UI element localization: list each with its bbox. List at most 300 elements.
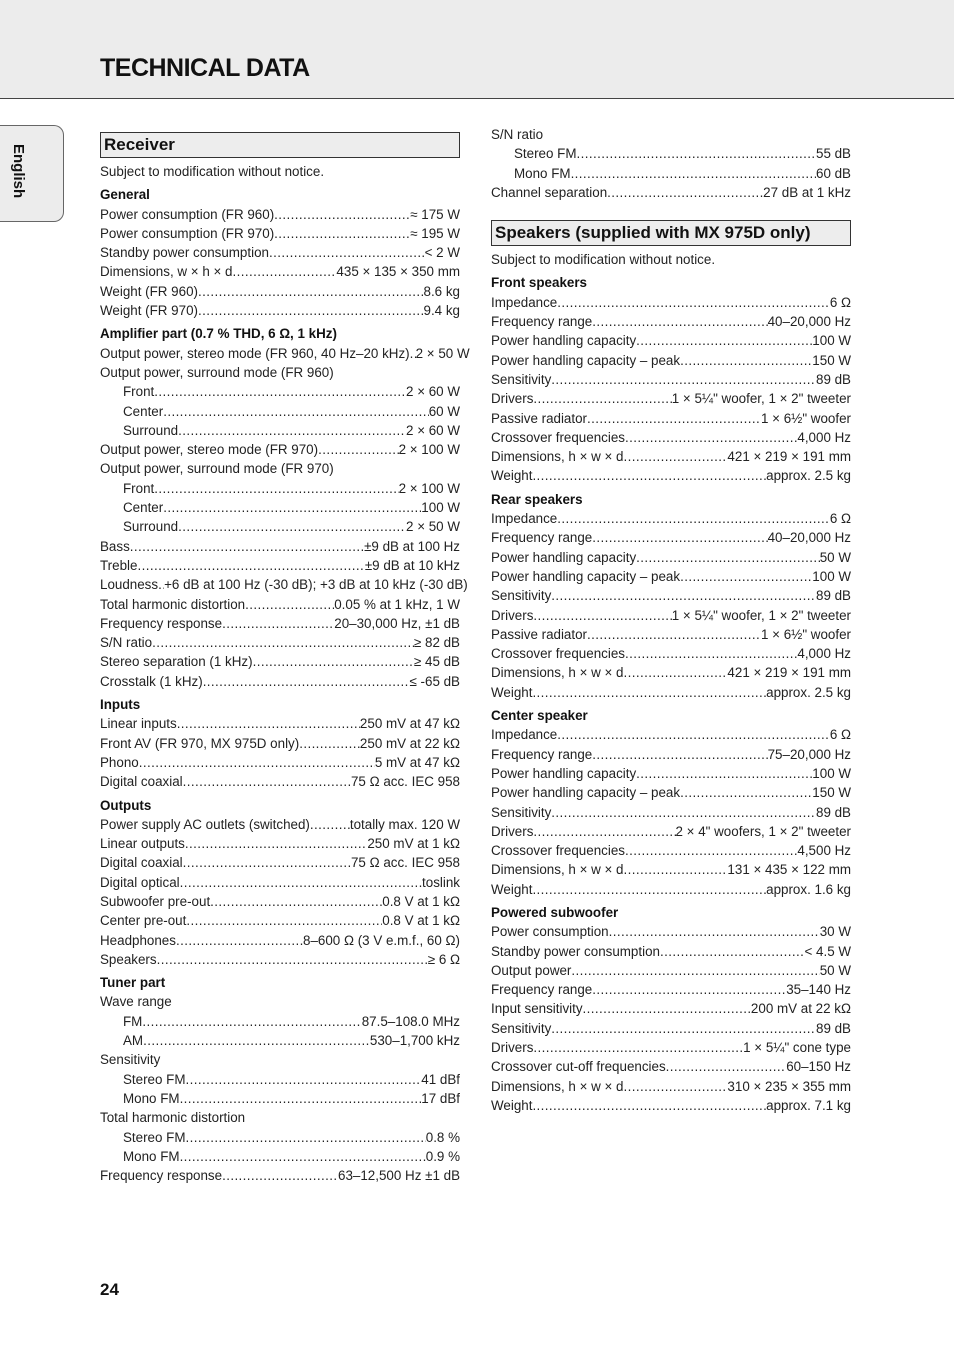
spec-label: Crossover cut-off frequencies xyxy=(491,1059,666,1075)
spec-row xyxy=(491,644,851,663)
dot-leader xyxy=(180,1089,422,1108)
spec-label: Drivers xyxy=(491,391,534,407)
dot-leader xyxy=(130,537,364,556)
inputs-heading: Inputs xyxy=(100,697,141,713)
spec-label: Passive radiator xyxy=(491,626,588,642)
dot-leader xyxy=(592,528,767,547)
spec-label: Impedance xyxy=(491,727,558,743)
spec-value: 50 W xyxy=(819,549,851,565)
spec-label: Digital coaxial xyxy=(100,855,183,871)
spec-label: Impedance xyxy=(491,511,558,527)
spec-label: Impedance xyxy=(491,294,558,310)
spec-value: 2 × 100 W xyxy=(398,442,460,458)
dot-leader xyxy=(551,586,816,605)
spec-row xyxy=(100,853,460,872)
spec-subheading: Output power, surround mode (FR 970) xyxy=(100,461,334,477)
spec-value: 4,000 Hz xyxy=(797,429,851,445)
spec-row xyxy=(491,164,851,183)
spec-row xyxy=(491,606,851,625)
inputs-list xyxy=(100,714,460,791)
spec-value: 2 × 60 W xyxy=(406,384,460,400)
spec-label: Total harmonic distortion xyxy=(100,596,246,612)
spec-label: Power handling capacity xyxy=(491,333,637,349)
spec-row xyxy=(100,224,460,243)
dot-leader xyxy=(583,999,751,1018)
spec-value: 55 dB xyxy=(816,146,851,162)
spec-row xyxy=(100,772,460,791)
spec-row xyxy=(491,683,851,702)
dot-leader xyxy=(623,447,727,466)
spec-row xyxy=(491,144,851,163)
spec-row xyxy=(491,389,851,408)
spec-value: 40–20,000 Hz xyxy=(767,530,851,546)
spec-row xyxy=(491,1096,851,1115)
spec-value: 8.6 kg xyxy=(423,283,460,299)
spec-label: Linear outputs xyxy=(100,836,185,852)
dot-leader xyxy=(274,224,410,243)
dot-leader xyxy=(592,745,767,764)
spec-label: Dimensions, h × w × d xyxy=(491,1078,624,1094)
dot-leader xyxy=(143,1031,370,1050)
spec-label: Subwoofer pre-out xyxy=(100,893,211,909)
spec-value: approx. 2.5 kg xyxy=(766,468,851,484)
language-label: English xyxy=(10,144,27,199)
dot-leader xyxy=(557,293,830,312)
page-number: 24 xyxy=(100,1280,119,1299)
spec-subheading: Sensitivity xyxy=(100,1052,161,1068)
spec-row xyxy=(491,466,851,485)
spec-row xyxy=(100,595,460,614)
dot-leader xyxy=(183,853,351,872)
dot-leader xyxy=(532,683,766,702)
dot-leader xyxy=(180,873,422,892)
spec-label: Stereo FM xyxy=(123,1129,186,1145)
spec-value: 2 × 50 W xyxy=(406,519,460,535)
receiver-heading: Receiver xyxy=(100,132,460,158)
spec-value: 9.4 kg xyxy=(423,303,460,319)
dot-leader xyxy=(310,815,350,834)
dot-leader xyxy=(232,262,336,281)
spec-row xyxy=(100,479,460,498)
spec-row xyxy=(491,567,851,586)
spec-subheading: Output power, surround mode (FR 960) xyxy=(100,364,334,380)
dot-leader xyxy=(680,567,812,586)
spec-row xyxy=(100,672,460,691)
dot-leader xyxy=(186,1070,422,1089)
spec-row xyxy=(100,734,460,753)
general-list xyxy=(100,205,460,321)
spec-label: Mono FM xyxy=(514,165,571,181)
spec-row xyxy=(491,409,851,428)
spec-row xyxy=(491,783,851,802)
dot-leader xyxy=(318,440,399,459)
spec-label: Weight xyxy=(491,468,533,484)
spec-row xyxy=(100,498,460,517)
spec-value: ±9 dB at 100 Hz xyxy=(364,538,460,554)
spec-row xyxy=(491,1057,851,1076)
spec-value: 75–20,000 Hz xyxy=(767,746,851,762)
dot-leader xyxy=(680,351,812,370)
dot-leader xyxy=(625,841,797,860)
spec-value: 0.8 % xyxy=(425,1129,460,1145)
spec-label: Crossover frequencies xyxy=(491,429,625,445)
dot-leader xyxy=(163,498,421,517)
spec-label: Treble xyxy=(100,557,138,573)
spec-label: Power handling capacity xyxy=(491,549,637,565)
spec-value: ≥ 6 Ω xyxy=(427,951,460,967)
spec-value: 0.9 % xyxy=(425,1148,460,1164)
dot-leader xyxy=(587,625,761,644)
spec-value: 50 W xyxy=(819,962,851,978)
spec-row xyxy=(100,633,460,652)
spec-value: ≥ 82 dB xyxy=(413,635,460,651)
dot-leader xyxy=(198,301,424,320)
spec-label: Surround xyxy=(123,519,179,535)
spec-value: 89 dB xyxy=(816,1020,851,1036)
spec-row xyxy=(100,556,460,575)
center-speaker-list xyxy=(491,725,851,899)
spec-value: 100 W xyxy=(812,333,851,349)
spec-row xyxy=(491,509,851,528)
spec-row xyxy=(100,714,460,733)
dot-leader xyxy=(137,556,364,575)
spec-value: 60–150 Hz xyxy=(786,1059,851,1075)
dot-leader xyxy=(222,1166,338,1185)
spec-label: AM xyxy=(123,1033,144,1049)
spec-label: Channel separation xyxy=(491,184,608,200)
dot-leader xyxy=(532,1096,766,1115)
spec-value: 250 mV at 47 kΩ xyxy=(359,716,460,732)
spec-value: ±9 dB at 10 kHz xyxy=(364,557,460,573)
spec-value: 530–1,700 kHz xyxy=(369,1033,460,1049)
spec-value: 8–600 Ω (3 V e.m.f., 60 Ω) xyxy=(303,932,460,948)
spec-row xyxy=(491,331,851,350)
spec-row xyxy=(100,1147,460,1166)
dot-leader xyxy=(557,725,830,744)
spec-label: Bass xyxy=(100,538,130,554)
dot-leader xyxy=(577,144,816,163)
front-speakers-list xyxy=(491,293,851,486)
spec-label: Drivers xyxy=(491,607,534,623)
spec-label: Center pre-out xyxy=(100,913,187,929)
spec-row xyxy=(100,440,460,459)
spec-row xyxy=(100,950,460,969)
dot-leader xyxy=(210,892,382,911)
spec-label: Output power, stereo mode (FR 970) xyxy=(100,442,319,458)
spec-value: 6 Ω xyxy=(829,294,851,310)
dot-leader xyxy=(666,1057,787,1076)
spec-value: 60 dB xyxy=(816,165,851,181)
spec-row xyxy=(491,922,851,941)
dot-leader xyxy=(533,389,671,408)
dot-leader xyxy=(551,803,816,822)
spec-label: Loudness xyxy=(100,577,159,593)
dot-leader xyxy=(587,409,761,428)
spec-row xyxy=(491,822,851,841)
spec-value: 87.5–108.0 MHz xyxy=(361,1013,460,1029)
spec-value: 89 dB xyxy=(816,588,851,604)
dot-leader xyxy=(551,370,816,389)
spec-value: < 4.5 W xyxy=(804,943,851,959)
spec-label: Mono FM xyxy=(123,1090,180,1106)
spec-value: 27 dB at 1 kHz xyxy=(763,184,851,200)
general-heading: General xyxy=(100,187,150,203)
rear-speakers-list xyxy=(491,509,851,702)
spec-value: 2 × 4" woofers, 1 × 2" tweeter xyxy=(675,823,851,839)
spec-label: Weight (FR 960) xyxy=(100,283,198,299)
spec-value: 1 × 6½" woofer xyxy=(761,410,851,426)
spec-label: Weight xyxy=(491,1097,533,1113)
subwoofer-heading: Powered subwoofer xyxy=(491,904,619,920)
spec-value: approx. 1.6 kg xyxy=(766,881,851,897)
dot-leader xyxy=(222,614,334,633)
spec-value: +6 dB at 100 Hz (-30 dB); +3 dB at 10 kHz (-30 dB) xyxy=(164,577,468,593)
spec-label: Frequency range xyxy=(491,982,593,998)
spec-label: Drivers xyxy=(491,823,534,839)
dot-leader xyxy=(680,783,812,802)
spec-label: Center xyxy=(123,403,164,419)
dot-leader xyxy=(142,1012,361,1031)
dot-leader xyxy=(533,822,675,841)
speakers-note: Subject to modification without notice. xyxy=(491,252,716,268)
dot-leader xyxy=(623,860,727,879)
spec-row xyxy=(491,764,851,783)
spec-row xyxy=(100,243,460,262)
spec-row xyxy=(491,447,851,466)
dot-leader xyxy=(177,714,360,733)
spec-value: 41 dBf xyxy=(421,1071,460,1087)
spec-row xyxy=(491,312,851,331)
spec-row xyxy=(100,382,460,401)
dot-leader xyxy=(274,205,410,224)
spec-value: 421 × 219 × 191 mm xyxy=(727,449,851,465)
dot-leader xyxy=(154,382,406,401)
spec-value: 40–20,000 Hz xyxy=(767,314,851,330)
amplifier-heading: Amplifier part (0.7 % THD, 6 Ω, 1 kHz) xyxy=(100,326,337,342)
spec-value: 6 Ω xyxy=(829,727,851,743)
spec-value: 250 mV at 1 kΩ xyxy=(367,836,460,852)
spec-value: 0.8 V at 1 kΩ xyxy=(382,913,460,929)
spec-label: Dimensions, h × w × d xyxy=(491,665,624,681)
spec-row xyxy=(100,753,460,772)
dot-leader xyxy=(636,764,812,783)
spec-label: Output power, stereo mode (FR 960, 40 Hz–20 kHz) xyxy=(100,345,410,361)
spec-row xyxy=(100,1031,460,1050)
tuner-heading: Tuner part xyxy=(100,975,166,991)
dot-leader xyxy=(533,606,671,625)
spec-label: Frequency response xyxy=(100,1168,223,1184)
spec-value: approx. 7.1 kg xyxy=(766,1097,851,1113)
right-column xyxy=(491,125,851,1115)
spec-value: < 2 W xyxy=(424,245,460,261)
spec-row xyxy=(100,421,460,440)
spec-label: Standby power consumption xyxy=(491,943,660,959)
spec-value: 0.8 V at 1 kΩ xyxy=(382,893,460,909)
dot-leader xyxy=(636,548,820,567)
dot-leader xyxy=(592,312,767,331)
spec-label: Front AV (FR 970, MX 975D only) xyxy=(100,735,300,751)
spec-row xyxy=(100,1012,460,1031)
spec-value: ≤ -65 dB xyxy=(409,673,460,689)
spec-row xyxy=(491,1077,851,1096)
dot-leader xyxy=(253,652,414,671)
dot-leader xyxy=(532,466,766,485)
spec-label: Crosstalk (1 kHz) xyxy=(100,673,203,689)
outputs-heading: Outputs xyxy=(100,797,152,813)
spec-row xyxy=(100,537,460,556)
spec-label: FM xyxy=(123,1013,143,1029)
spec-value: 4,500 Hz xyxy=(797,843,851,859)
spec-label: Dimensions, w × h × d xyxy=(100,264,233,280)
page-title: TECHNICAL DATA xyxy=(100,54,310,82)
spec-row xyxy=(491,625,851,644)
spec-row xyxy=(100,301,460,320)
spec-value: 421 × 219 × 191 mm xyxy=(727,665,851,681)
spec-value: approx. 2.5 kg xyxy=(766,684,851,700)
spec-value: totally max. 120 W xyxy=(349,816,460,832)
tuner-list xyxy=(100,992,460,1185)
spec-label: Power handling capacity xyxy=(491,765,637,781)
spec-value: 5 mV at 47 kΩ xyxy=(374,754,460,770)
dot-leader xyxy=(157,950,428,969)
spec-value: 20–30,000 Hz, ±1 dB xyxy=(334,615,460,631)
spec-row xyxy=(100,517,460,536)
spec-value: 250 mV at 22 kΩ xyxy=(359,735,460,751)
spec-row xyxy=(100,282,460,301)
dot-leader xyxy=(180,1147,426,1166)
spec-label: Front xyxy=(123,384,155,400)
spec-value: 75 Ω acc. IEC 958 xyxy=(350,774,460,790)
receiver-note: Subject to modification without notice. xyxy=(100,164,325,179)
spec-label: Frequency range xyxy=(491,314,593,330)
spec-row xyxy=(491,663,851,682)
dot-leader xyxy=(592,980,786,999)
spec-label: Linear inputs xyxy=(100,716,177,732)
spec-label: Power consumption (FR 960) xyxy=(100,206,275,222)
dot-leader xyxy=(660,942,805,961)
spec-row xyxy=(491,183,851,202)
spec-row xyxy=(491,1019,851,1038)
spec-value: 2 × 50 W xyxy=(415,345,470,361)
dot-leader xyxy=(245,595,334,614)
dot-leader xyxy=(571,164,816,183)
spec-label: Sensitivity xyxy=(491,804,552,820)
spec-value: 2 × 100 W xyxy=(398,480,460,496)
spec-label: Weight xyxy=(491,881,533,897)
spec-label: Crossover frequencies xyxy=(491,843,625,859)
spec-row xyxy=(491,1038,851,1057)
front-speakers-heading: Front speakers xyxy=(491,275,588,291)
spec-label: Power consumption (FR 970) xyxy=(100,225,275,241)
spec-value: ≥ 45 dB xyxy=(413,654,460,670)
spec-row xyxy=(100,911,460,930)
spec-label: Dimensions, h × w × d xyxy=(491,862,624,878)
spec-row xyxy=(100,575,468,594)
spec-value: 131 × 435 × 122 mm xyxy=(727,862,851,878)
dot-leader xyxy=(203,672,410,691)
center-speaker-heading: Center speaker xyxy=(491,708,588,724)
spec-label: Output power xyxy=(491,962,572,978)
dot-leader xyxy=(186,1128,426,1147)
spec-row xyxy=(100,205,460,224)
dot-leader xyxy=(551,1019,816,1038)
spec-value: 0.05 % at 1 kHz, 1 W xyxy=(334,596,460,612)
spec-row xyxy=(100,815,460,834)
page-header xyxy=(0,0,954,99)
spec-label: Frequency response xyxy=(100,615,223,631)
dot-leader xyxy=(625,644,797,663)
spec-label: Standby power consumption xyxy=(100,245,269,261)
spec-label: Headphones xyxy=(100,932,176,948)
spec-row xyxy=(491,961,851,980)
spec-label: Front xyxy=(123,480,155,496)
spec-label: Power handling capacity – peak xyxy=(491,352,681,368)
spec-label: Weight xyxy=(491,684,533,700)
spec-value: 30 W xyxy=(819,924,851,940)
spec-label: Drivers xyxy=(491,1040,534,1056)
spec-row xyxy=(491,841,851,860)
spec-row xyxy=(100,873,460,892)
spec-row xyxy=(100,402,460,421)
spec-row xyxy=(100,931,460,950)
spec-value: toslink xyxy=(422,874,460,890)
spec-row xyxy=(100,1128,460,1147)
dot-leader xyxy=(152,633,414,652)
dot-leader xyxy=(176,931,303,950)
dot-leader xyxy=(623,1077,727,1096)
spec-label: Stereo FM xyxy=(514,146,577,162)
left-column xyxy=(100,132,470,1185)
spec-row xyxy=(491,428,851,447)
spec-row xyxy=(491,351,851,370)
spec-value: 35–140 Hz xyxy=(786,982,851,998)
spec-value: 150 W xyxy=(812,785,851,801)
spec-row xyxy=(100,1070,460,1089)
spec-row xyxy=(100,1089,460,1108)
spec-row xyxy=(100,834,460,853)
spec-label: Sensitivity xyxy=(491,588,552,604)
dot-leader xyxy=(178,421,406,440)
spec-label: Power consumption xyxy=(491,924,609,940)
spec-value: 310 × 235 × 355 mm xyxy=(727,1078,851,1094)
spec-label: Center xyxy=(123,500,164,516)
dot-leader xyxy=(185,834,367,853)
spec-value: 17 dBf xyxy=(421,1090,460,1106)
spec-row xyxy=(100,892,460,911)
spec-row xyxy=(491,880,851,899)
spec-value: 100 W xyxy=(812,568,851,584)
spec-label: Speakers xyxy=(100,951,157,967)
spec-value: 1 × 6½" woofer xyxy=(761,626,851,642)
spec-row xyxy=(100,614,460,633)
spec-value: ≈ 175 W xyxy=(410,206,460,222)
dot-leader xyxy=(299,734,360,753)
spec-row xyxy=(491,725,851,744)
spec-value: 60 W xyxy=(428,403,460,419)
spec-row xyxy=(100,652,460,671)
dot-leader xyxy=(139,753,375,772)
spec-row xyxy=(491,548,851,567)
spec-subheading: S/N ratio xyxy=(491,127,544,142)
spec-label: Digital optical xyxy=(100,874,180,890)
spec-value: 200 mV at 22 kΩ xyxy=(750,1001,851,1017)
spec-label: Sensitivity xyxy=(491,1020,552,1036)
spec-value: 89 dB xyxy=(816,804,851,820)
spec-row xyxy=(491,860,851,879)
dot-leader xyxy=(269,243,425,262)
spec-value: 1 × 5¼" woofer, 1 × 2" tweeter xyxy=(671,391,851,407)
dot-leader xyxy=(178,517,406,536)
